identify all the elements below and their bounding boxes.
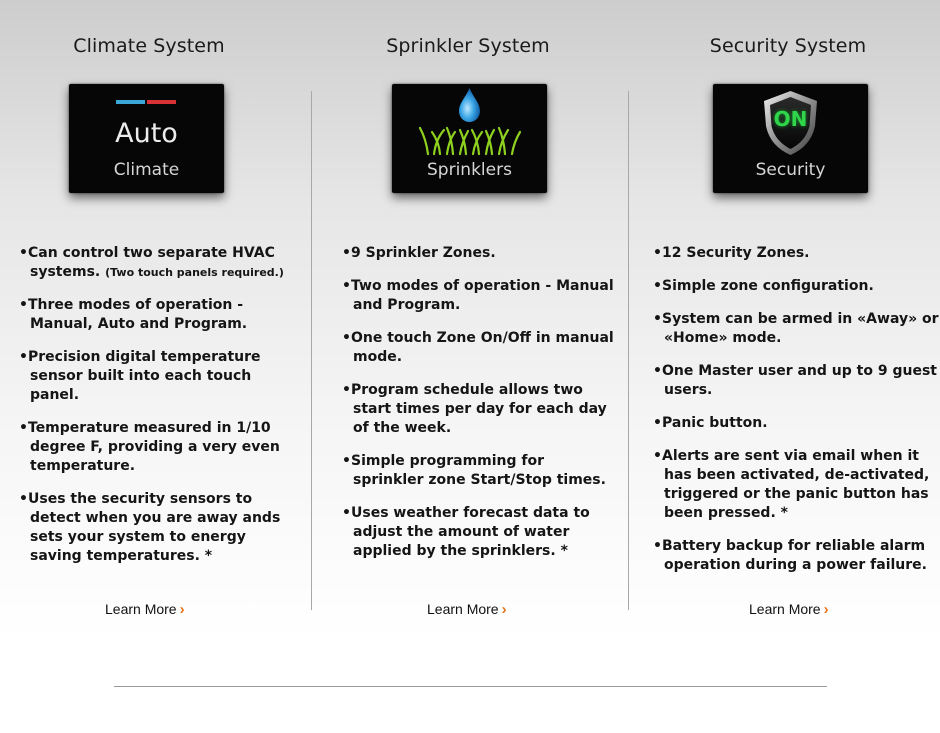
list-item: • 12 Security Zones. xyxy=(653,245,810,261)
security-title: Security System xyxy=(709,35,867,57)
list-item: • Battery backup for reliable alarm operation during a power failure. xyxy=(653,538,927,573)
climate-tile[interactable] xyxy=(69,84,224,193)
list-item: • Two modes of operation - Manual and Program. xyxy=(342,278,614,313)
chevron-right-icon: › xyxy=(823,601,829,618)
list-item: • Temperature measured in 1/10 degree F, providing a very even temperature. xyxy=(19,420,280,474)
climate-feature-list xyxy=(21,244,296,580)
column-divider-1 xyxy=(311,91,312,610)
list-item: • Panic button. xyxy=(653,415,768,431)
sprinkler-title: Sprinkler System xyxy=(386,35,550,57)
list-item: • Program schedule allows two start times per day for each day of the week. xyxy=(342,382,607,436)
water-drop-icon xyxy=(392,84,547,164)
list-item: • Three modes of operation - Manual, Auto and Program. xyxy=(19,297,248,332)
climate-title: Climate System xyxy=(73,35,225,57)
climate-heat-bar xyxy=(147,100,176,104)
list-item: • Uses the security sensors to detect when you are away ands sets your system to energy saving temperatures. * xyxy=(19,491,281,564)
chevron-right-icon: › xyxy=(501,601,507,618)
list-item: • Simple programming for sprinkler zone Start/Stop times. xyxy=(342,453,606,488)
list-item: • 9 Sprinkler Zones. xyxy=(342,245,496,261)
sprinkler-tile[interactable] xyxy=(392,84,547,193)
climate-tile-label: Climate xyxy=(113,160,180,180)
list-item: • One Master user and up to 9 guest users. xyxy=(653,363,937,398)
sprinkler-learn-more-link[interactable]: Learn More › xyxy=(427,601,507,618)
chevron-right-icon: › xyxy=(179,601,185,618)
climate-cool-bar xyxy=(116,100,145,104)
sprinkler-tile-label: Sprinklers xyxy=(427,160,512,180)
list-item: • Precision digital temperature sensor built into each touch panel. xyxy=(19,349,261,403)
climate-tile-mode: Auto xyxy=(115,118,178,149)
list-item: • Uses weather forecast data to adjust the amount of water applied by the sprinklers. * xyxy=(342,505,590,559)
list-item: • One touch Zone On/Off in manual mode. xyxy=(342,330,614,365)
security-status-text: ON xyxy=(773,107,808,131)
security-tile[interactable] xyxy=(713,84,868,193)
sprinkler-feature-list xyxy=(344,244,614,575)
security-tile-label: Security xyxy=(755,160,826,180)
list-item: • System can be armed in «Away» or «Home» mode. xyxy=(653,311,939,346)
security-feature-list xyxy=(655,244,940,589)
list-item: • Alerts are sent via email when it has been activated, de-activated, triggered or the panic button has been pressed. * xyxy=(653,448,930,521)
climate-note: (Two touch panels required.) xyxy=(105,266,284,279)
list-item: • Simple zone configuration. xyxy=(653,278,874,294)
footer-divider xyxy=(114,686,827,687)
grass-icon xyxy=(420,128,520,154)
security-learn-more-link[interactable]: Learn More › xyxy=(749,601,829,618)
list-item: • Can control two separate HVAC systems. (Two touch panels required.) xyxy=(19,245,284,280)
column-divider-2 xyxy=(628,91,629,610)
climate-learn-more-link[interactable]: Learn More › xyxy=(105,601,185,618)
